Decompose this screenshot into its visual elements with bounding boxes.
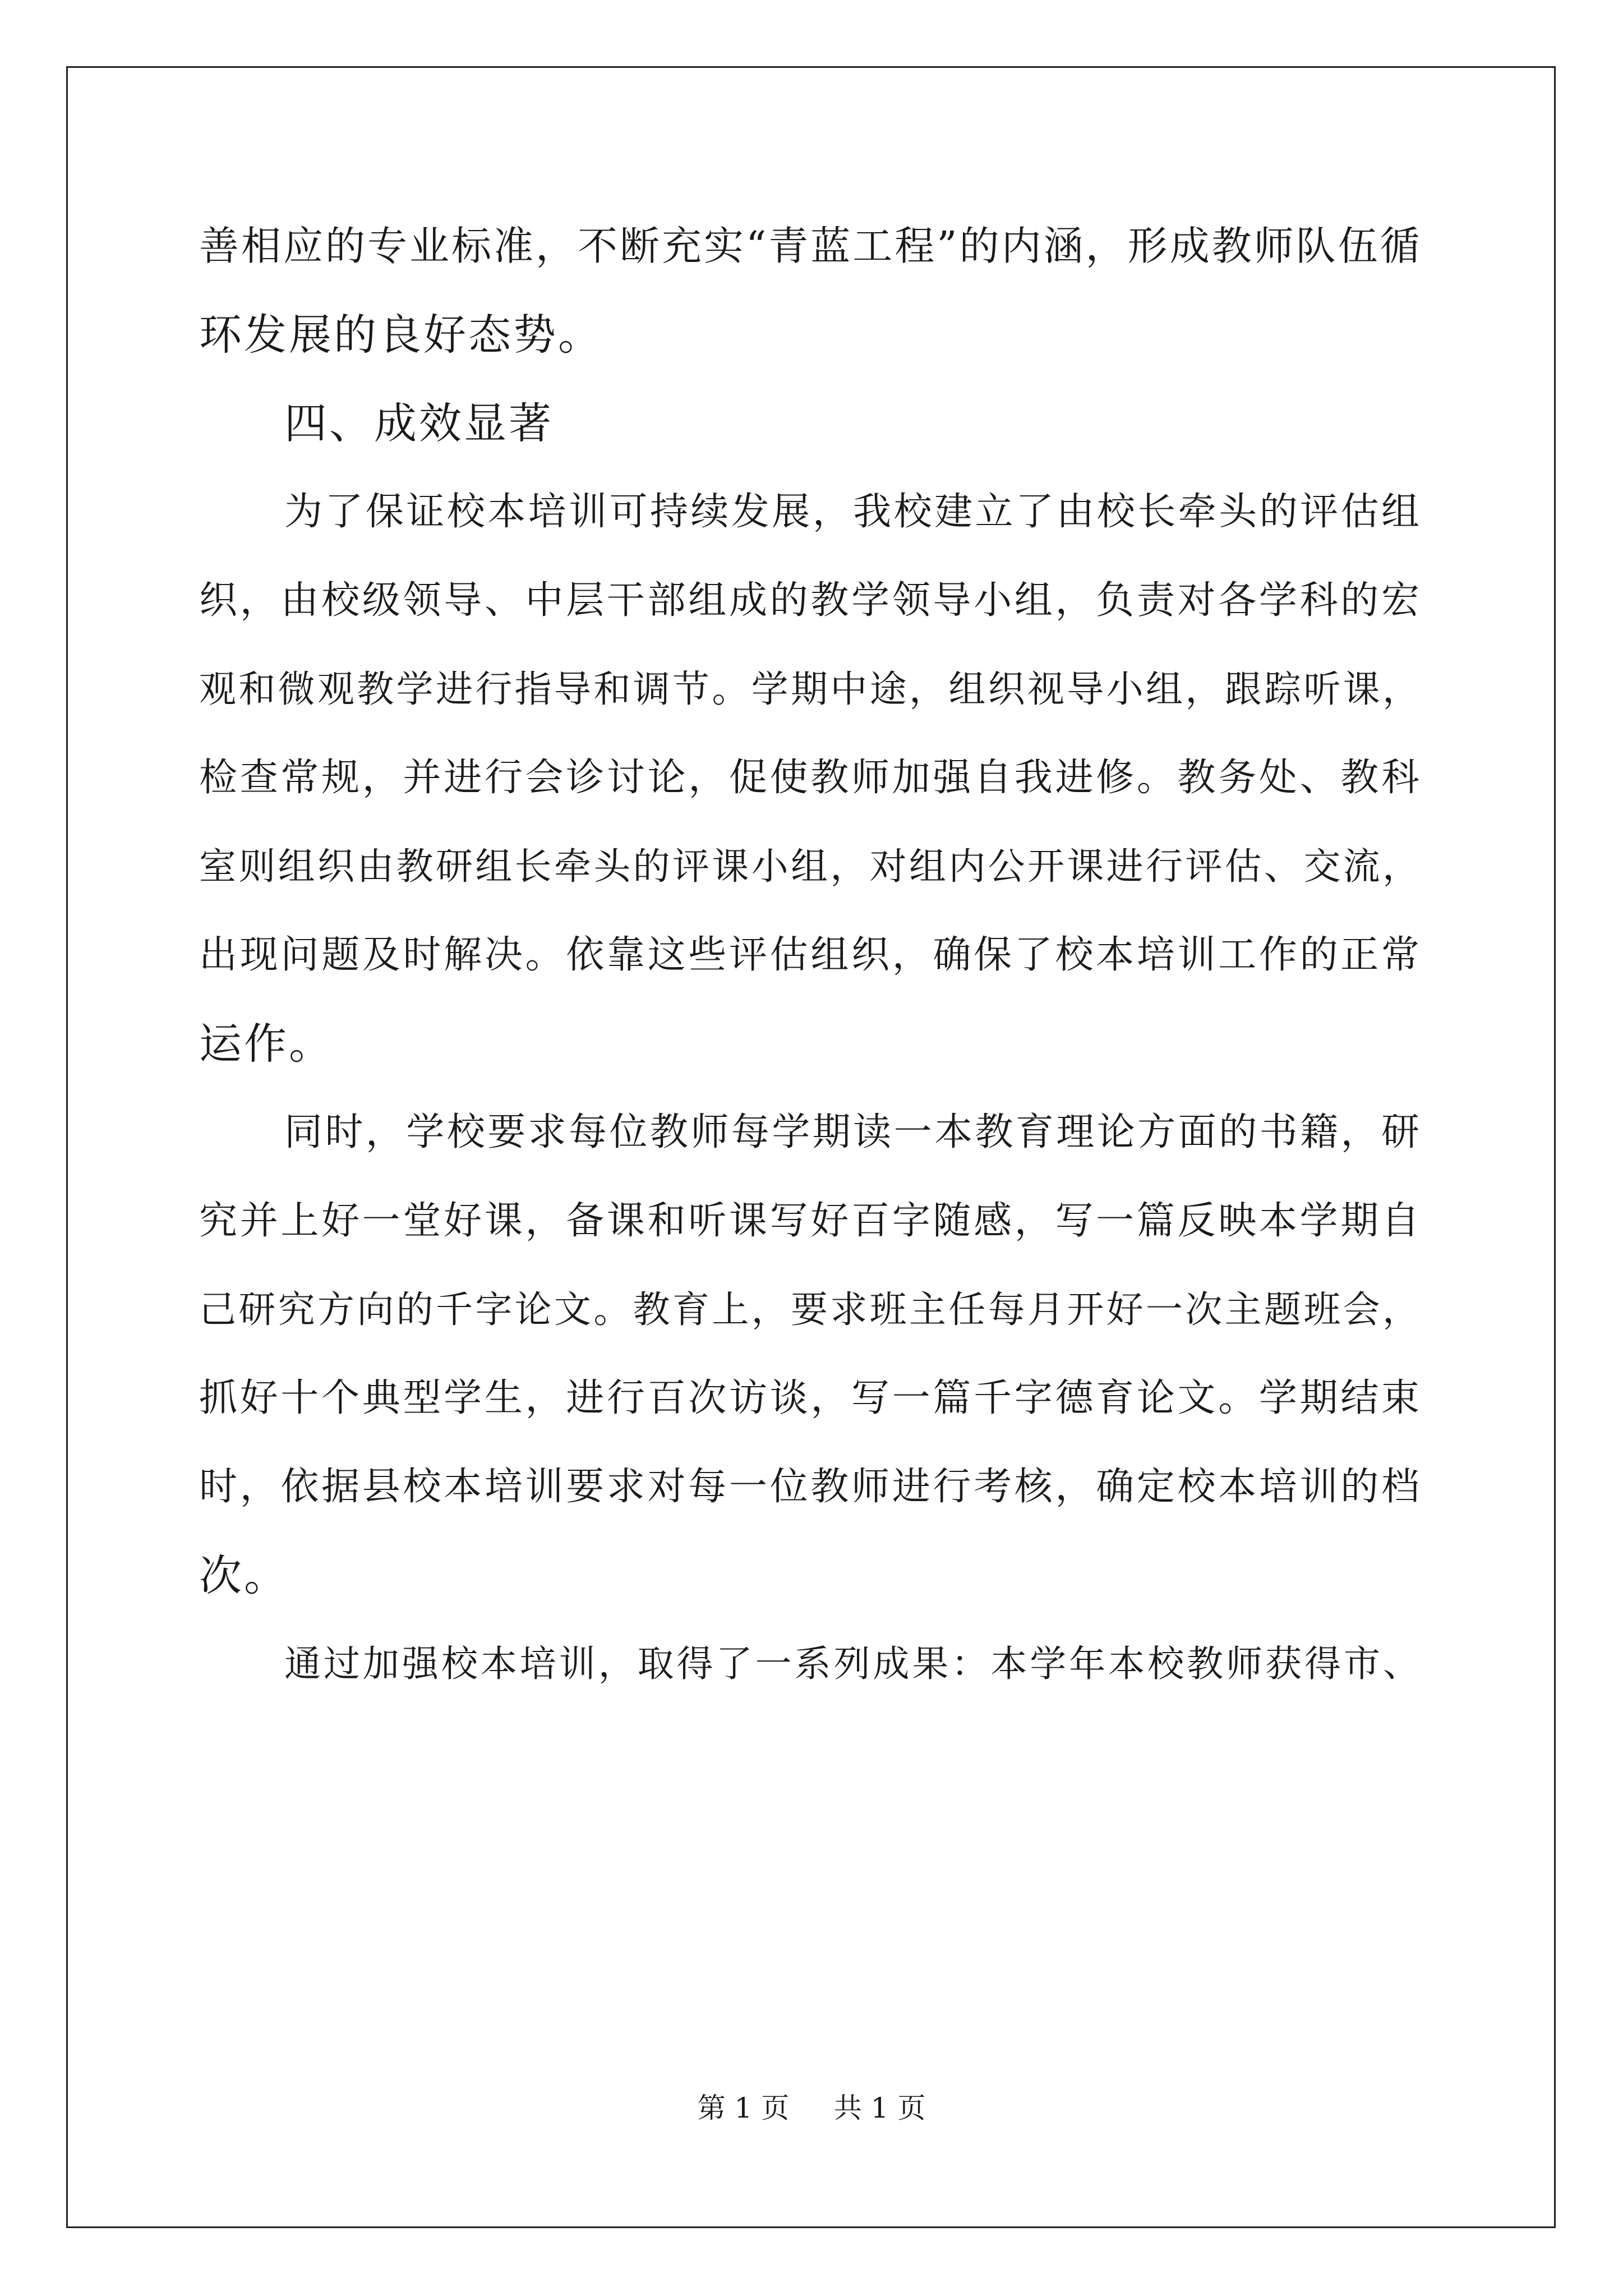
paragraph-line: 出现问题及时解决。依靠这些评估组织，确保了校本培训工作的正常 (199, 933, 1422, 977)
paragraph-line: 次。 (199, 1550, 289, 1600)
paragraph-line: 己研究方向的千字论文。教育上，要求班主任每月开好一次主题班会， (199, 1288, 1422, 1331)
paragraph-line: 观和微观教学进行指导和调节。学期中途，组织视导小组，跟踪听课， (199, 668, 1422, 711)
paragraph-line: 同时，学校要求每位教师每学期读一本教育理论方面的书籍，研 (284, 1110, 1422, 1154)
paragraph-line: 为了保证校本培训可持续发展，我校建立了由校长牵头的评估组 (284, 490, 1422, 534)
paragraph-line: 究并上好一堂好课，备课和听课写好百字随感，写一篇反映本学期自 (199, 1199, 1422, 1243)
paragraph-line: 环发展的良好态势。 (199, 310, 603, 360)
paragraph-line: 通过加强校本培训，取得了一系列成果：本学年本校教师获得市、 (284, 1643, 1422, 1685)
paragraph-line: 抓好十个典型学生，进行百次访谈，写一篇千字德育论文。学期结束 (199, 1376, 1422, 1420)
section-heading: 四、成效显著 (284, 398, 554, 448)
page-number: 第 1 页 (697, 2092, 790, 2124)
page-total: 共 1 页 (833, 2092, 926, 2124)
paragraph-line: 善相应的专业标准，不断充实“青蓝工程”的内涵，形成教师队伍循 (199, 223, 1422, 269)
paragraph-line: 室则组织由教研组长牵头的评课小组，对组内公开课进行评估、交流， (199, 845, 1422, 888)
paragraph-line: 时，依据县校本培训要求对每一位教师进行考核，确定校本培训的档 (199, 1465, 1422, 1509)
paragraph-line: 检查常规，并进行会诊讨论，促使教师加强自我进修。教务处、教科 (199, 756, 1422, 800)
paragraph-line: 运作。 (199, 1019, 334, 1069)
document-body (199, 202, 1422, 1709)
page-footer (0, 2086, 1623, 2126)
paragraph-line: 织，由校级领导、中层干部组成的教学领导小组，负责对各学科的宏 (199, 578, 1422, 623)
